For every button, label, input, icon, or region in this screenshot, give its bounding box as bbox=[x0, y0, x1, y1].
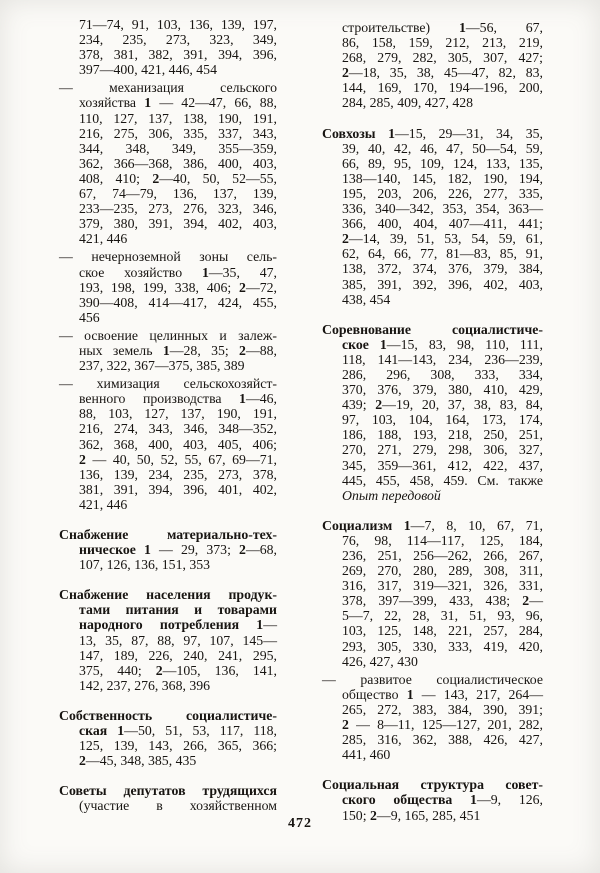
entry-line: 118, 141—143, 234, 236—239, bbox=[342, 351, 543, 367]
index-entry bbox=[322, 126, 543, 307]
entry-line: ных земель 1—28, 35; 2—88, bbox=[79, 342, 277, 358]
entry-line: 268, 279, 282, 305, 307, 427; bbox=[342, 50, 543, 66]
entry-line: 138—140, 145, 182, 190, 194, bbox=[342, 170, 543, 186]
entry-line: 216, 274, 343, 346, 348—352, bbox=[79, 421, 277, 437]
entry-line: 136, 139, 234, 235, 273, 378, bbox=[79, 466, 277, 482]
entry-line: 344, 348, 349, 355—359, bbox=[79, 140, 277, 156]
entry-line: 270, 271, 279, 298, 306, 327, bbox=[342, 442, 543, 458]
index-column-right bbox=[322, 20, 543, 823]
index-continuation bbox=[59, 17, 277, 77]
index-entry bbox=[59, 783, 277, 813]
entry-line: 445, 455, 458, 459. См. также bbox=[342, 472, 543, 488]
entry-line: 2—45, 348, 385, 435 bbox=[79, 753, 197, 769]
entry-line: 2 — 40, 50, 52, 55, 67, 69—71, bbox=[79, 451, 277, 467]
entry-line: 138, 372, 374, 376, 379, 384, bbox=[342, 261, 543, 277]
index-entry bbox=[59, 527, 277, 572]
entry-line: 2 — 8—11, 125—127, 201, 282, bbox=[342, 717, 543, 733]
entry-line: Совхозы 1—15, 29—31, 34, 35, bbox=[322, 125, 543, 141]
entry-line: Собственность социалистиче- bbox=[59, 707, 277, 723]
entry-line: 316, 317, 319—321, 326, 331, bbox=[342, 578, 543, 594]
entry-line: 2—18, 35, 38, 45—47, 82, 83, bbox=[342, 65, 543, 81]
index-subentry bbox=[59, 328, 277, 373]
entry-line: 378, 397—399, 433, 438; 2— bbox=[342, 593, 543, 609]
entry-line: 362, 368, 400, 403, 405, 406; bbox=[79, 436, 277, 452]
entry-line: ского общества 1—9, 126, bbox=[342, 792, 543, 808]
entry-line: 237, 322, 367—375, 385, 389 bbox=[79, 358, 245, 374]
index-column-left bbox=[59, 17, 277, 814]
entry-line: ническое 1 — 29, 373; 2—68, bbox=[79, 542, 277, 558]
entry-line: 286, 296, 308, 333, 334, bbox=[342, 366, 543, 382]
entry-line: 186, 188, 193, 218, 250, 251, bbox=[342, 427, 543, 443]
entry-line: 379, 380, 391, 394, 402, 403, bbox=[79, 216, 277, 232]
index-continuation bbox=[322, 20, 543, 111]
index-entry bbox=[59, 708, 277, 768]
entry-line: 216, 275, 306, 335, 337, 343, bbox=[79, 125, 277, 141]
entry-line: ская 1—50, 51, 53, 117, 118, bbox=[79, 723, 277, 739]
entry-line: 125, 139, 143, 266, 365, 366; bbox=[79, 738, 277, 754]
index-subentry bbox=[59, 376, 277, 512]
entry-line: 390—408, 414—417, 424, 455, bbox=[79, 294, 277, 310]
entry-line: 269, 270, 280, 289, 308, 311, bbox=[342, 563, 543, 579]
entry-line: — механизация сельского bbox=[59, 80, 277, 96]
entry-line: 103, 125, 148, 221, 257, 284, bbox=[342, 623, 543, 639]
entry-line: 76, 98, 114—117, 125, 184, bbox=[342, 532, 543, 548]
entry-line: 375, 440; 2—105, 136, 141, bbox=[79, 662, 277, 678]
entry-line: 13, 35, 87, 88, 97, 107, 145— bbox=[79, 632, 277, 648]
entry-line: 193, 198, 199, 338, 406; 2—72, bbox=[79, 279, 277, 295]
entry-line: 381, 391, 394, 396, 401, 402, bbox=[79, 481, 277, 497]
entry-line: 426, 427, 430 bbox=[342, 653, 418, 669]
entry-line: 441, 460 bbox=[342, 747, 391, 763]
entry-line: 336, 340—342, 353, 354, 363— bbox=[342, 201, 543, 217]
entry-line: 88, 103, 127, 137, 190, 191, bbox=[79, 406, 277, 422]
entry-line: 378, 381, 382, 391, 394, 396, bbox=[79, 47, 277, 63]
entry-line: Снабжение материально-тех- bbox=[59, 527, 277, 542]
entry-line: 439; 2—19, 20, 37, 38, 83, 84, bbox=[342, 397, 543, 413]
entry-line: 370, 376, 379, 380, 410, 429, bbox=[342, 382, 543, 398]
entry-line: 408, 410; 2—40, 50, 52—55, bbox=[79, 170, 278, 186]
entry-line: 236, 251, 256—262, 266, 267, bbox=[342, 548, 543, 563]
entry-line: 233—235, 273, 276, 323, 346, bbox=[79, 201, 277, 217]
entry-line: ское хозяйство 1—35, 47, bbox=[79, 264, 277, 280]
page-number: 472 bbox=[288, 816, 312, 831]
entry-line: 62, 64, 66, 77, 81—83, 85, 91, bbox=[342, 246, 543, 262]
index-subentry bbox=[322, 672, 543, 763]
entry-line: 66, 89, 95, 109, 124, 133, 135, bbox=[342, 155, 543, 171]
entry-line: 284, 285, 409, 427, 428 bbox=[342, 95, 474, 111]
index-subentry bbox=[59, 80, 277, 246]
entry-line: 438, 454 bbox=[342, 291, 391, 307]
index-entry bbox=[59, 587, 277, 693]
entry-line: 67, 74—79, 136, 137, 139, bbox=[79, 186, 277, 202]
entry-line: народного потребления 1— bbox=[79, 617, 277, 633]
entry-line: 142, 237, 276, 368, 396 bbox=[79, 677, 211, 693]
entry-line: 97, 103, 104, 164, 173, 174, bbox=[342, 412, 543, 428]
entry-line: 385, 391, 392, 396, 402, 403, bbox=[342, 276, 543, 292]
entry-line: 265, 272, 383, 384, 390, 391; bbox=[342, 701, 543, 717]
entry-line: 86, 158, 159, 212, 213, 219, bbox=[342, 35, 543, 51]
entry-line: 195, 203, 206, 226, 277, 335, bbox=[342, 185, 543, 201]
entry-line: Снабжение населения продук- bbox=[59, 587, 277, 603]
entry-line: 293, 305, 330, 333, 419, 420, bbox=[342, 638, 543, 654]
entry-line: строительстве) 1—56, 67, bbox=[342, 20, 543, 35]
entry-line: — химизация сельскохозяйст- bbox=[59, 376, 277, 392]
entry-line: 107, 126, 136, 151, 353 bbox=[79, 557, 211, 573]
index-entry bbox=[322, 322, 543, 503]
entry-line: венного производства 1—46, bbox=[79, 391, 277, 407]
entry-line: хозяйства 1 — 42—47, 66, 88, bbox=[79, 95, 277, 111]
entry-line: Опыт передовой bbox=[342, 487, 441, 503]
entry-line: ское 1—15, 83, 98, 110, 111, bbox=[342, 336, 543, 352]
entry-line: 150; 2—9, 165, 285, 451 bbox=[342, 807, 481, 823]
index-entry bbox=[322, 518, 543, 669]
entry-line: 147, 189, 226, 240, 241, 295, bbox=[79, 647, 277, 663]
entry-line: 345, 359—361, 412, 422, 437, bbox=[342, 457, 543, 473]
entry-line: 421, 446 bbox=[79, 496, 128, 512]
entry-line: общество 1 — 143, 217, 264— bbox=[342, 686, 543, 702]
entry-line: 285, 316, 362, 388, 426, 427, bbox=[342, 732, 543, 748]
entry-line: — нечерноземной зоны сель- bbox=[59, 249, 277, 265]
entry-line: Советы депутатов трудящихся bbox=[59, 783, 277, 799]
entry-line: Соревнование социалистиче- bbox=[322, 321, 543, 337]
entry-line: (участие в хозяйственном bbox=[79, 798, 277, 814]
index-subentry bbox=[59, 249, 277, 324]
entry-line: — освоение целинных и залеж- bbox=[59, 327, 277, 343]
entry-line: 71—74, 91, 103, 136, 139, 197, bbox=[79, 17, 277, 32]
entry-line: 110, 127, 137, 138, 190, 191, bbox=[79, 110, 277, 126]
entry-line: 366, 400, 404, 407—411, 441; bbox=[342, 216, 543, 232]
entry-line: 144, 169, 170, 194—196, 200, bbox=[342, 80, 543, 96]
entry-line: — развитое социалистическое bbox=[322, 671, 543, 687]
entry-line: 362, 366—368, 386, 400, 403, bbox=[79, 155, 277, 171]
entry-line: 397—400, 421, 446, 454 bbox=[79, 62, 217, 78]
entry-line: 456 bbox=[79, 309, 100, 325]
entry-line: 2—14, 39, 51, 53, 54, 59, 61, bbox=[342, 231, 543, 247]
entry-line: Социальная структура совет- bbox=[322, 777, 543, 793]
entry-line: 39, 40, 42, 46, 47, 50—54, 59, bbox=[342, 140, 543, 156]
entry-line: 5—7, 22, 28, 31, 51, 93, 96, bbox=[342, 608, 543, 624]
entry-line: Социализм 1—7, 8, 10, 67, 71, bbox=[322, 517, 543, 533]
entry-line: 234, 235, 273, 323, 349, bbox=[79, 32, 277, 48]
entry-line: 421, 446 bbox=[79, 231, 128, 247]
entry-line: тами питания и товарами bbox=[79, 602, 277, 618]
